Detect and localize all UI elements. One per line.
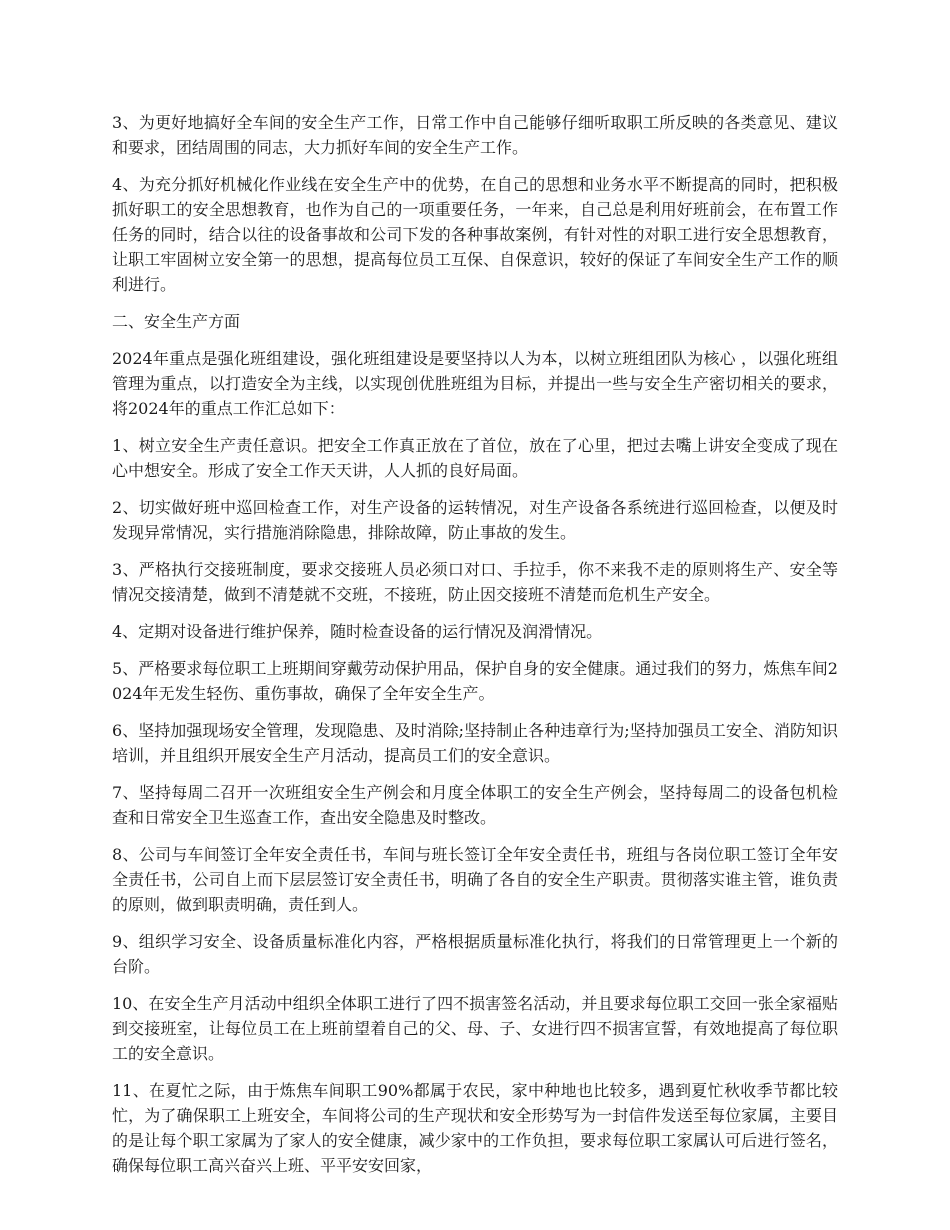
paragraph-2024-focus: 2024年重点是强化班组建设，强化班组建设是要坚持以人为本，以树立班组团队为核心 ，以强化班组管理为重点，以打造安全为主线，以实现创优胜班组为目标，并提出一些与安全生产密切相关的要求，将2024年的重点工作汇总如下：: [112, 349, 838, 418]
paragraph-point-1: 1、树立安全生产责任意识。把安全工作真正放在了首位，放在了心里，把过去嘴上讲安全变成了现在心中想安全。形成了安全工作天天讲，人人抓的良好局面。: [112, 436, 838, 480]
paragraph-point-5: 5、严格要求每位职工上班期间穿戴劳动保护用品，保护自身的安全健康。通过我们的努力，炼焦车间2024年无发生轻伤、重伤事故，确保了全年安全生产。: [112, 659, 838, 703]
paragraph-point-3: 3、严格执行交接班制度，要求交接班人员必须口对口、手拉手，你不来我不走的原则将生产、安全等情况交接清楚，做到不清楚就不交班，不接班，防止因交接班不清楚而危机生产安全。: [112, 560, 838, 604]
paragraph-point-2: 2、切实做好班中巡回检查工作，对生产设备的运转情况，对生产设备各系统进行巡回检查，以便及时发现异常情况，实行措施消除隐患，排除故障，防止事故的发生。: [112, 498, 838, 542]
paragraph-point-10: 10、在安全生产月活动中组织全体职工进行了四不损害签名活动，并且要求每位职工交回一张全家福贴到交接班室，让每位员工在上班前望着自己的父、母、子、女进行四不损害宣誓，有效地提高了每位职工的安全意识。: [112, 994, 838, 1063]
paragraph-point-8: 8、公司与车间签订全年安全责任书，车间与班长签订全年安全责任书，班组与各岗位职工签订全年安全责任书，公司自上而下层层签订安全责任书，明确了各自的安全生产职责。贯彻落实谁主管，谁负责的原则，做到职责明确，责任到人。: [112, 845, 838, 914]
section-heading-safety-production: 二、安全生产方面: [112, 312, 241, 331]
paragraph-item-3-listening: 3、为更好地搞好全车间的安全生产工作，日常工作中自己能够仔细听取职工所反映的各类意见、建议和要求，团结周围的同志，大力抓好车间的安全生产工作。: [112, 113, 838, 157]
paragraph-point-4: 4、定期对设备进行维护保养，随时检查设备的运行情况及润滑情况。: [112, 622, 603, 641]
paragraph-item-4-safety-education: 4、为充分抓好机械化作业线在安全生产中的优势，在自己的思想和业务水平不断提高的同时，把积极抓好职工的安全思想教育，也作为自己的一项重要任务，一年来，自己总是利用好班前会，在布置工作任务的同时，结合以往的设备事故和公司下发的各种事故案例，有针对性的对职工进行安全思想教育，让职工牢固树立安全第一的思想，提高每位员工互保、自保意识，较好的保证了车间安全生产工作的顺利进行。: [112, 175, 838, 294]
paragraph-point-11: 11、在夏忙之际，由于炼焦车间职工90%都属于农民，家中种地也比较多，遇到夏忙秋收季节都比较忙，为了确保职工上班安全，车间将公司的生产现状和安全形势写为一封信件发送至每位家属，主要目的是让每个职工家属为了家人的安全健康，减少家中的工作负担，要求每位职工家属认可后进行签名，确保每位职工高兴奋兴上班、平平安安回家，: [112, 1081, 838, 1175]
paragraph-point-9: 9、组织学习安全、设备质量标准化内容，严格根据质量标准化执行，将我们的日常管理更上一个新的台阶。: [112, 932, 838, 976]
paragraph-point-6: 6、坚持加强现场安全管理，发现隐患、及时消除;坚持制止各种违章行为;坚持加强员工安全、消防知识培训，并且组织开展安全生产月活动，提高员工们的安全意识。: [112, 721, 838, 765]
paragraph-point-7: 7、坚持每周二召开一次班组安全生产例会和月度全体职工的安全生产例会，坚持每周二的设备包机检查和日常安全卫生巡查工作，查出安全隐患及时整改。: [112, 783, 838, 827]
